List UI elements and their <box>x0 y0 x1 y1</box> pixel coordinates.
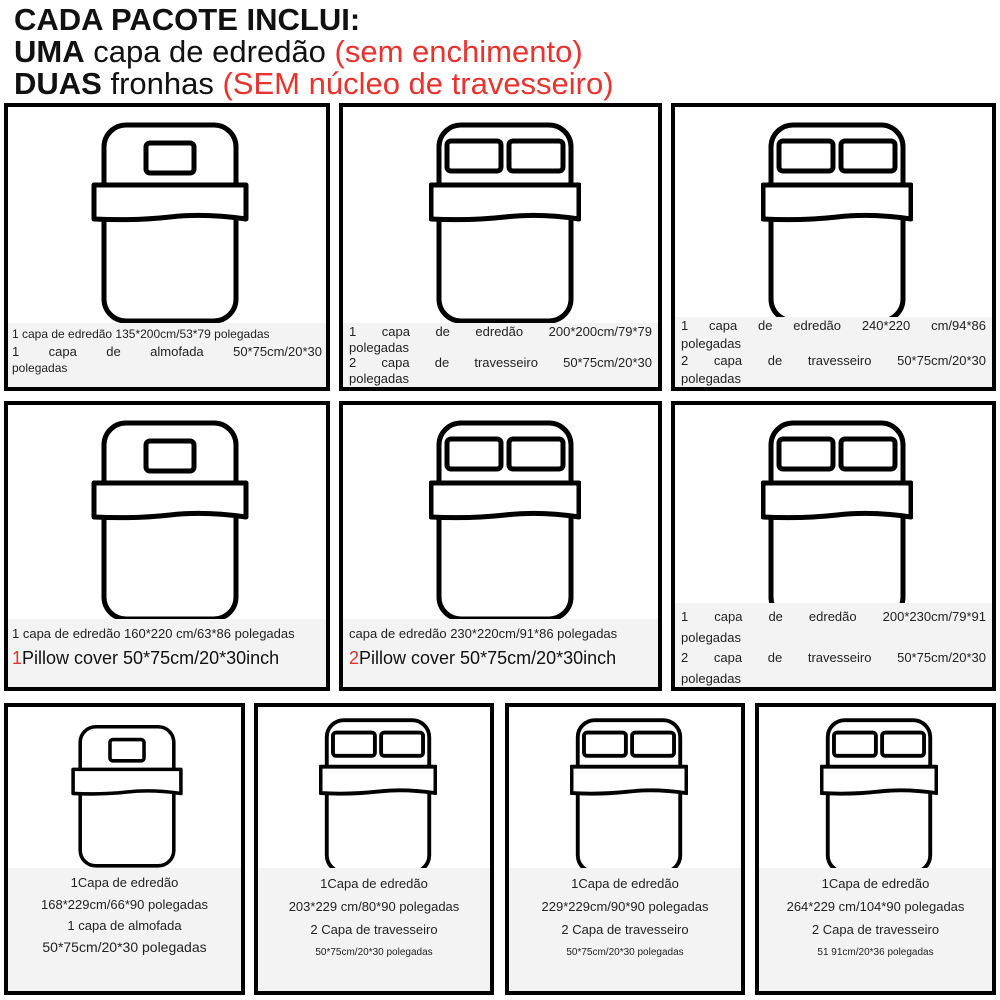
caption-line: polegadas <box>681 670 741 686</box>
header <box>14 4 614 100</box>
caption-line: 1 capa de edredão 135*200cm/53*79 polegadas <box>12 327 270 341</box>
header-line-duvet <box>14 36 614 68</box>
caption-line: polegadas <box>12 361 68 375</box>
single-bed-icon <box>66 717 188 877</box>
double-bed-icon <box>820 717 938 877</box>
header-title: CADA PACOTE INCLUI: <box>14 2 361 37</box>
caption-line: 50*75cm/20*30 polegadas <box>315 947 433 958</box>
caption-line: 2 capa de travesseiro 50*75cm/20*30 <box>349 355 652 370</box>
double-bed-icon <box>429 419 581 625</box>
caption-line: 2 Capa de travesseiro <box>310 922 438 937</box>
double-bed-icon <box>429 121 581 327</box>
caption-line: 2 Capa de travesseiro <box>561 922 689 937</box>
caption-line: 1 capa de edredão 200*200cm/79*79 <box>349 324 652 339</box>
panel-6 <box>671 401 996 691</box>
header-duvet-text: capa de edredão <box>84 34 335 69</box>
caption-line: 51 91cm/20*36 polegadas <box>817 947 934 958</box>
caption-line: 2 Capa de travesseiro <box>811 922 940 937</box>
panel-10 <box>755 703 996 995</box>
caption-line: 1Capa de edredão <box>70 875 179 890</box>
panel-3-caption <box>675 317 992 387</box>
pillow-count: 1 <box>12 648 23 668</box>
double-bed-icon <box>761 121 913 327</box>
panel-7-caption <box>8 868 241 991</box>
panel-2-caption <box>343 323 658 387</box>
caption-line: 203*229 cm/80*90 polegadas <box>288 899 460 914</box>
caption-line: polegadas <box>349 370 409 386</box>
panel-10-caption <box>759 868 992 991</box>
caption-line: 1 capa de edredão 160*220 cm/63*86 polegadas <box>12 626 295 641</box>
header-pillowcase-text: fronhas <box>101 66 223 101</box>
caption-line: 229*229cm/90*90 polegadas <box>541 899 709 914</box>
caption-line: 1Capa de edredão <box>320 876 428 891</box>
panel-4-caption <box>8 619 326 687</box>
double-bed-icon <box>570 717 688 877</box>
panel-5-caption <box>343 619 658 687</box>
single-bed-icon <box>84 419 256 625</box>
panel-2 <box>339 103 662 391</box>
single-bed-icon <box>84 121 256 327</box>
panel-9 <box>505 703 745 995</box>
panel-8-caption <box>258 868 490 991</box>
caption-line: 264*229 cm/104*90 polegadas <box>786 899 965 914</box>
caption-line: 2 capa de travesseiro 50*75cm/20*30 <box>681 353 986 368</box>
caption-line: 1 capa de almofada <box>67 918 182 933</box>
caption-line: 1 capa de edredão 200*230cm/79*91 <box>681 609 986 624</box>
pillow-cover-line <box>12 646 322 670</box>
double-bed-icon <box>761 419 913 625</box>
caption-line: polegadas <box>349 339 409 355</box>
pillow-count: 2 <box>349 648 360 668</box>
caption-line: 50*75cm/20*30 polegadas <box>566 947 684 958</box>
caption-line: 1Capa de edredão <box>821 876 930 891</box>
double-bed-icon <box>319 717 437 877</box>
header-uma: UMA <box>14 34 85 69</box>
pillow-cover-text: Pillow cover 50*75cm/20*30inch <box>22 648 280 668</box>
panel-3 <box>671 103 996 391</box>
panel-9-caption <box>509 868 741 991</box>
caption-line: capa de edredão 230*220cm/91*86 polegadas <box>349 626 618 641</box>
pillow-cover-text: Pillow cover 50*75cm/20*30inch <box>359 648 617 668</box>
panel-1 <box>4 103 330 391</box>
panel-8 <box>254 703 494 995</box>
caption-line: 168*229cm/66*90 polegadas <box>41 896 208 912</box>
pillow-cover-line <box>349 646 652 670</box>
header-duvet-note: (sem enchimento) <box>334 34 583 69</box>
caption-line: 2 capa de travesseiro 50*75cm/20*30 <box>681 650 986 665</box>
panel-6-caption <box>675 603 992 687</box>
caption-line: polegadas <box>681 370 741 386</box>
panel-1-caption <box>8 323 326 387</box>
caption-line: 1 capa de edredão 240*220 cm/94*86 <box>681 318 986 333</box>
panel-4 <box>4 401 330 691</box>
caption-line: 1 capa de almofada 50*75cm/20*30 <box>12 344 322 359</box>
caption-line: 1Capa de edredão <box>571 876 679 891</box>
header-pillowcase-note: (SEM núcleo de travesseiro) <box>222 66 614 101</box>
panel-5 <box>339 401 662 691</box>
panel-7 <box>4 703 245 995</box>
caption-line: polegadas <box>681 629 741 645</box>
caption-line: polegadas <box>681 335 741 351</box>
header-duas: DUAS <box>14 66 102 101</box>
header-line-pillowcases <box>14 68 614 100</box>
caption-line: 50*75cm/20*30 polegadas <box>42 938 207 955</box>
